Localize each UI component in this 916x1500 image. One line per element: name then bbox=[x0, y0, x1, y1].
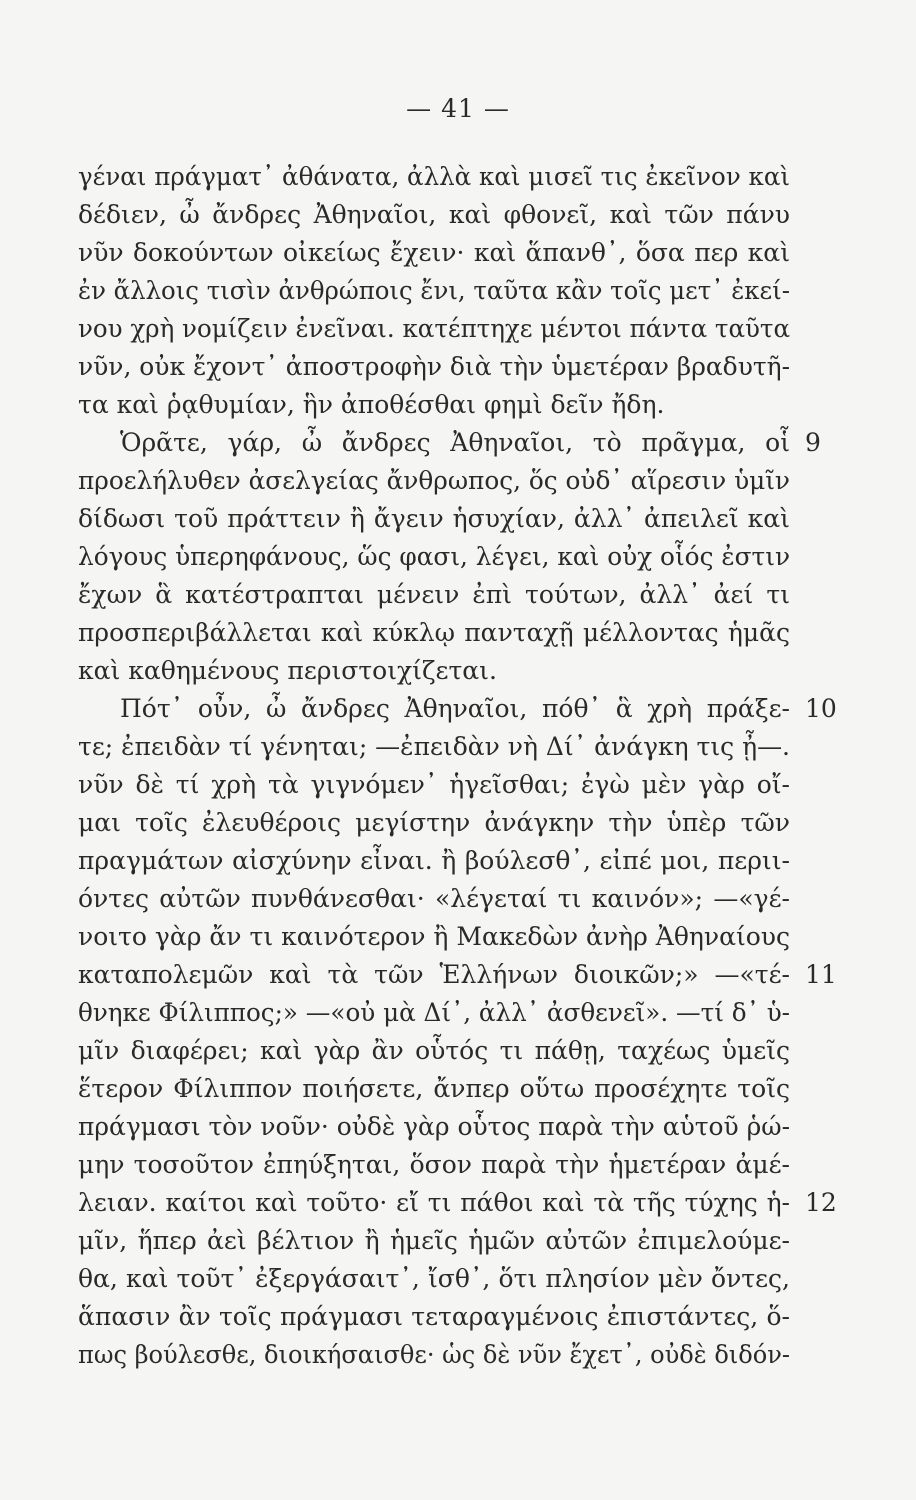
text-line-content: πραγμάτων αἰσχύνην εἶναι. ἢ βούλεσθ᾽, εἰπέ μοι, περιι- bbox=[78, 846, 790, 875]
section-number: 12 bbox=[805, 1188, 837, 1217]
text-line-content: νῦν δὲ τί χρὴ τὰ γιγνόμεν᾽ ἡγεῖσθαι; ἐγὼ μὲν γὰρ οἴ- bbox=[78, 770, 790, 799]
text-line-content: ἐν ἄλλοις τισὶν ἀνθρώποις ἔνι, ταῦτα κἂν τοῖς μετ᾽ ἐκεί- bbox=[78, 276, 790, 305]
text-line bbox=[78, 842, 790, 880]
text-line-content: νῦν, οὐκ ἔχοντ᾽ ἀποστροφὴν διὰ τὴν ὑμετέραν βραδυτῆ- bbox=[78, 352, 790, 381]
text-line bbox=[78, 880, 790, 918]
text-line bbox=[78, 614, 790, 652]
text-line-content: νοιτο γὰρ ἄν τι καινότερον ἢ Μακεδὼν ἀνὴρ Ἀθηναίους bbox=[78, 922, 790, 951]
text-line bbox=[78, 1222, 790, 1260]
section-number: 9 bbox=[805, 428, 821, 457]
text-line bbox=[78, 500, 790, 538]
text-line-content: γέναι πράγματ᾽ ἀθάνατα, ἀλλὰ καὶ μισεῖ τις ἐκεῖνον καὶ bbox=[78, 162, 790, 191]
page-number: — 41 — bbox=[406, 94, 510, 123]
text-line bbox=[78, 918, 790, 956]
text-line bbox=[78, 386, 790, 424]
text-line bbox=[78, 310, 790, 348]
text-line-content: προσπεριβάλλεται καὶ κύκλῳ πανταχῇ μέλλοντας ἡμᾶς bbox=[78, 618, 790, 647]
text-line bbox=[78, 576, 790, 614]
text-line-content: Ὁρᾶτε, γάρ, ὦ ἄνδρες Ἀθηναῖοι, τὸ πρᾶγμα, οἷ bbox=[120, 428, 790, 457]
text-line bbox=[78, 234, 790, 272]
text-line bbox=[78, 994, 790, 1032]
text-line bbox=[78, 1184, 837, 1222]
text-line-content: Πότ᾽ οὖν, ὦ ἄνδρες Ἀθηναῖοι, πόθ᾽ ἃ χρὴ πράξε- bbox=[120, 694, 790, 723]
text-line-content: τε; ἐπειδὰν τί γένηται; —ἐπειδὰν νὴ Δί᾽ ἀνάγκη τις ᾖ—. bbox=[78, 732, 790, 761]
text-line bbox=[78, 652, 790, 690]
text-line-content: πράγμασι τὸν νοῦν· οὐδὲ γὰρ οὗτος παρὰ τὴν αὑτοῦ ῥώ- bbox=[78, 1112, 790, 1141]
text-line-content: ἔχων ἃ κατέστραπται μένειν ἐπὶ τούτων, ἀλλ᾽ ἀεί τι bbox=[78, 580, 790, 609]
text-line-content: ἕτερον Φίλιππον ποιήσετε, ἄνπερ οὕτω προσέχητε τοῖς bbox=[78, 1074, 790, 1103]
text-line-content: λειαν. καίτοι καὶ τοῦτο· εἴ τι πάθοι καὶ τὰ τῆς τύχης ἡ- bbox=[78, 1188, 790, 1217]
text-line-content: όντες αὐτῶν πυνθάνεσθαι· «λέγεταί τι καινόν»; —«γέ- bbox=[78, 884, 790, 913]
text-line-content: τα καὶ ῥᾳθυμίαν, ἣν ἀποθέσθαι φημὶ δεῖν ἤδη. bbox=[78, 390, 665, 419]
text-line bbox=[78, 1298, 790, 1336]
text-line bbox=[78, 1260, 790, 1298]
text-line-content: δίδωσι τοῦ πράττειν ἢ ἄγειν ἡσυχίαν, ἀλλ᾽ ἀπειλεῖ καὶ bbox=[78, 504, 790, 533]
text-line-content: μῖν διαφέρει; καὶ γὰρ ἂν οὗτός τι πάθῃ, ταχέως ὑμεῖς bbox=[78, 1036, 790, 1065]
body-text bbox=[78, 158, 837, 1374]
text-line bbox=[78, 1146, 790, 1184]
text-line-content: προελήλυθεν ἀσελγείας ἄνθρωπος, ὅς οὐδ᾽ αἵρεσιν ὑμῖν bbox=[78, 466, 790, 495]
text-line bbox=[78, 728, 790, 766]
text-line bbox=[78, 1032, 790, 1070]
text-line-content: νου χρὴ νομίζειν ἐνεῖναι. κατέπτηχε μέντοι πάντα ταῦτα bbox=[78, 314, 790, 343]
text-line-content: ἅπασιν ἂν τοῖς πράγμασι τεταραγμένοις ἐπιστάντες, ὅ- bbox=[78, 1302, 790, 1331]
text-line bbox=[78, 956, 837, 994]
text-line-content: πως βούλεσθε, διοικήσαισθε· ὡς δὲ νῦν ἔχετ᾽, οὐδὲ διδόν- bbox=[78, 1340, 790, 1369]
text-line-content: δέδιεν, ὦ ἄνδρες Ἀθηναῖοι, καὶ φθονεῖ, καὶ τῶν πάνυ bbox=[78, 200, 790, 229]
text-line bbox=[78, 424, 821, 462]
text-line bbox=[78, 158, 790, 196]
section-number: 11 bbox=[805, 960, 837, 989]
text-line bbox=[78, 1108, 790, 1146]
text-line-content: νῦν δοκούντων οἰκείως ἔχειν· καὶ ἅπανθ᾽, ὅσα περ καὶ bbox=[78, 238, 790, 267]
text-line-content: θνηκε Φίλιππος;» —«οὐ μὰ Δί᾽, ἀλλ᾽ ἀσθενεῖ». —τί δ᾽ ὑ- bbox=[78, 998, 790, 1027]
text-line bbox=[78, 1336, 790, 1374]
text-line bbox=[78, 348, 790, 386]
text-line-content: καταπολεμῶν καὶ τὰ τῶν Ἑλλήνων διοικῶν;» —«τέ- bbox=[78, 960, 790, 989]
text-line bbox=[78, 690, 837, 728]
text-line bbox=[78, 272, 790, 310]
text-line bbox=[78, 1070, 790, 1108]
text-line bbox=[78, 804, 790, 842]
text-line-content: θα, καὶ τοῦτ᾽ ἐξεργάσαιτ᾽, ἴσθ᾽, ὅτι πλησίον μὲν ὄντες, bbox=[78, 1264, 790, 1293]
section-number: 10 bbox=[805, 694, 837, 723]
text-line bbox=[78, 538, 790, 576]
text-line-content: μαι τοῖς ἐλευθέροις μεγίστην ἀνάγκην τὴν ὑπὲρ τῶν bbox=[78, 808, 790, 837]
text-line bbox=[78, 196, 790, 234]
text-line-content: καὶ καθημένους περιστοιχίζεται. bbox=[78, 656, 497, 685]
text-line bbox=[78, 766, 790, 804]
text-line-content: μῖν, ἥπερ ἀεὶ βέλτιον ἢ ἡμεῖς ἡμῶν αὐτῶν ἐπιμελούμε- bbox=[78, 1226, 790, 1255]
text-line bbox=[78, 462, 790, 500]
text-line-content: μην τοσοῦτον ἐπηύξηται, ὅσον παρὰ τὴν ἡμετέραν ἀμέ- bbox=[78, 1150, 790, 1179]
text-line-content: λόγους ὑπερηφάνους, ὥς φασι, λέγει, καὶ οὐχ οἷός ἐστιν bbox=[78, 542, 790, 571]
